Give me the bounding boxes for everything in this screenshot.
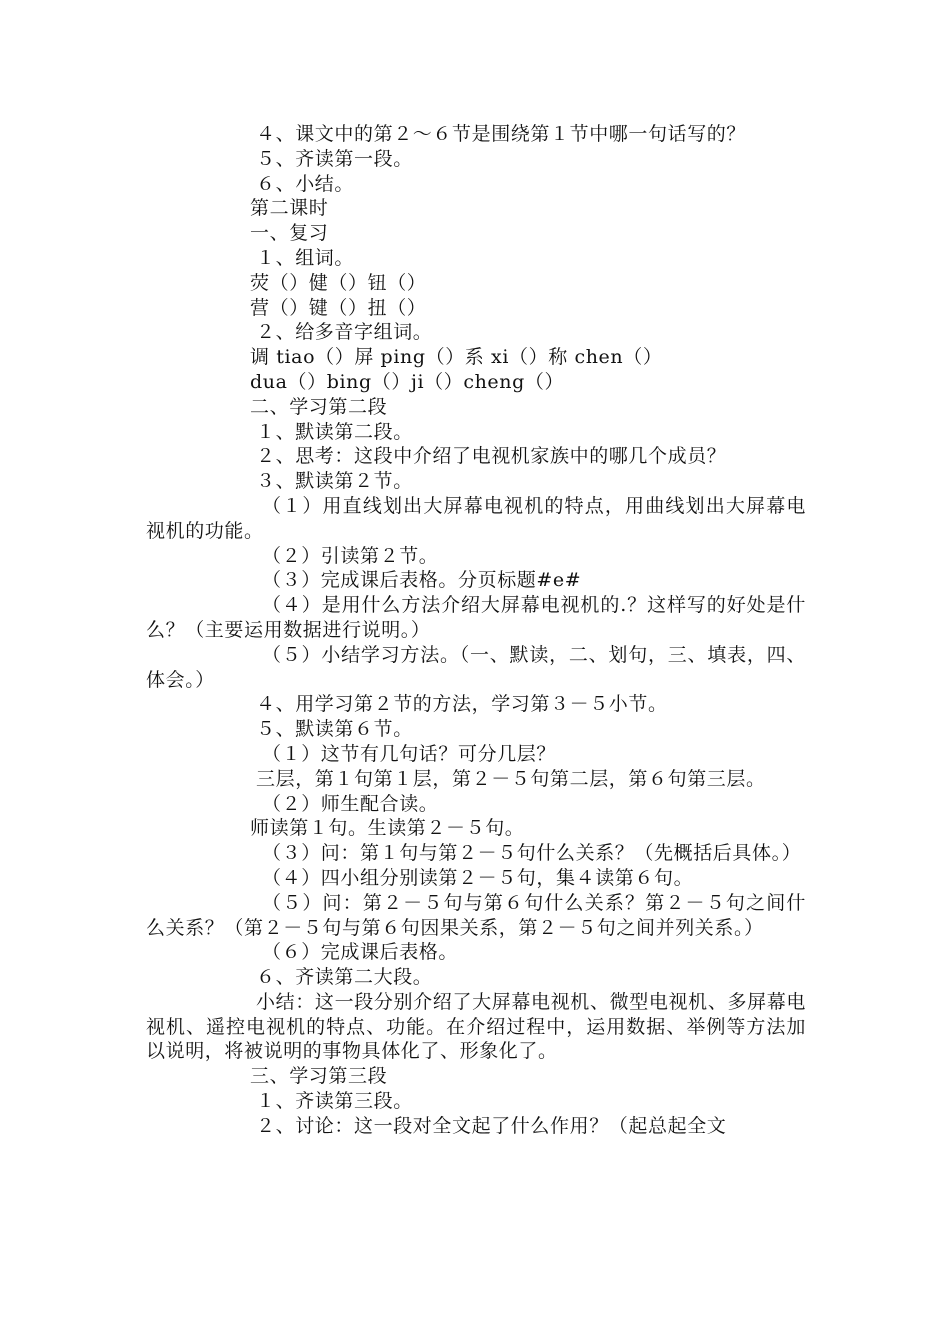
list-item: （２）引读第２节。: [262, 544, 439, 567]
pinyin-exercise: dua（）bing（）ji（）cheng（）: [250, 370, 565, 393]
paragraph: （１）用直线划出大屏幕电视机的特点，用曲线划出大屏幕电视机的功能。: [146, 494, 806, 542]
list-item: １、齐读第三段。: [256, 1090, 413, 1113]
paragraph: （３）问：第１句与第２－５句什么关系？（先概括后具体。）: [262, 842, 802, 865]
list-item: ４、用学习第２节的方法，学习第３－５小节。: [256, 693, 668, 716]
list-item: ２、给多音字组词。: [256, 321, 433, 344]
document-body: [146, 122, 806, 1139]
list-item: 师读第１句。生读第２－５句。: [250, 817, 525, 840]
section-heading: 一、复习: [250, 222, 329, 245]
list-item: （４）四小组分别读第２－５句，集４读第６句。: [262, 866, 694, 889]
paragraph: 三层，第１句第１层，第２－５句第二层，第６句第三层。: [256, 767, 766, 790]
section-heading: 三、学习第三段: [250, 1065, 388, 1088]
paragraph: （５）问：第２－５句与第６句什么关系？第２－５句之间什么关系？（第２－５句与第６句因果关系，第２－５句之间并列关系。）: [146, 891, 806, 939]
question-4: ４、课文中的第２～６节是围绕第１节中哪一句话写的？: [256, 123, 747, 145]
word-exercise: 荧（）健（）钮（）: [250, 271, 427, 294]
lesson-title: 第二课时: [250, 197, 329, 220]
section-heading: 二、学习第二段: [250, 395, 388, 418]
summary-paragraph: 小结：这一段分别介绍了大屏幕电视机、微型电视机、多屏幕电视机、遥控电视机的特点、功能。在介绍过程中，运用数据、举例等方法加以说明，将被说明的事物具体化了、形象化了。: [146, 990, 806, 1063]
list-item: （６）完成课后表格。: [262, 941, 459, 964]
list-item: （１）这节有几句话？可分几层？: [262, 742, 557, 765]
list-item: ５、默读第６节。: [256, 718, 413, 741]
list-item: １、组词。: [256, 246, 355, 269]
list-item: ３、默读第２节。: [256, 470, 413, 493]
list-item: （２）师生配合读。: [262, 792, 439, 815]
list-item: ２、讨论：这一段对全文起了什么作用？（起总起全文: [256, 1114, 727, 1137]
step-5: ５、齐读第一段。: [256, 147, 413, 170]
word-exercise: 营（）键（）扭（）: [250, 296, 427, 319]
paragraph: （５）小结学习方法。（一、默读，二、划句，三、填表，四、体会。）: [146, 643, 806, 691]
pinyin-exercise: 调 tiao（）屏 ping（）系 xi（）称 chen（）: [250, 346, 663, 369]
list-item: １、默读第二段。: [256, 420, 413, 443]
list-item: ２、思考：这段中介绍了电视机家族中的哪几个成员？: [256, 445, 727, 468]
paragraph: （４）是用什么方法介绍大屏幕电视机的.？这样写的好处是什么？（主要运用数据进行说明。）: [146, 594, 806, 641]
list-item: （３）完成课后表格。分页标题#e#: [262, 569, 582, 592]
list-item: ６、齐读第二大段。: [256, 966, 433, 989]
step-6: ６、小结。: [256, 172, 355, 195]
